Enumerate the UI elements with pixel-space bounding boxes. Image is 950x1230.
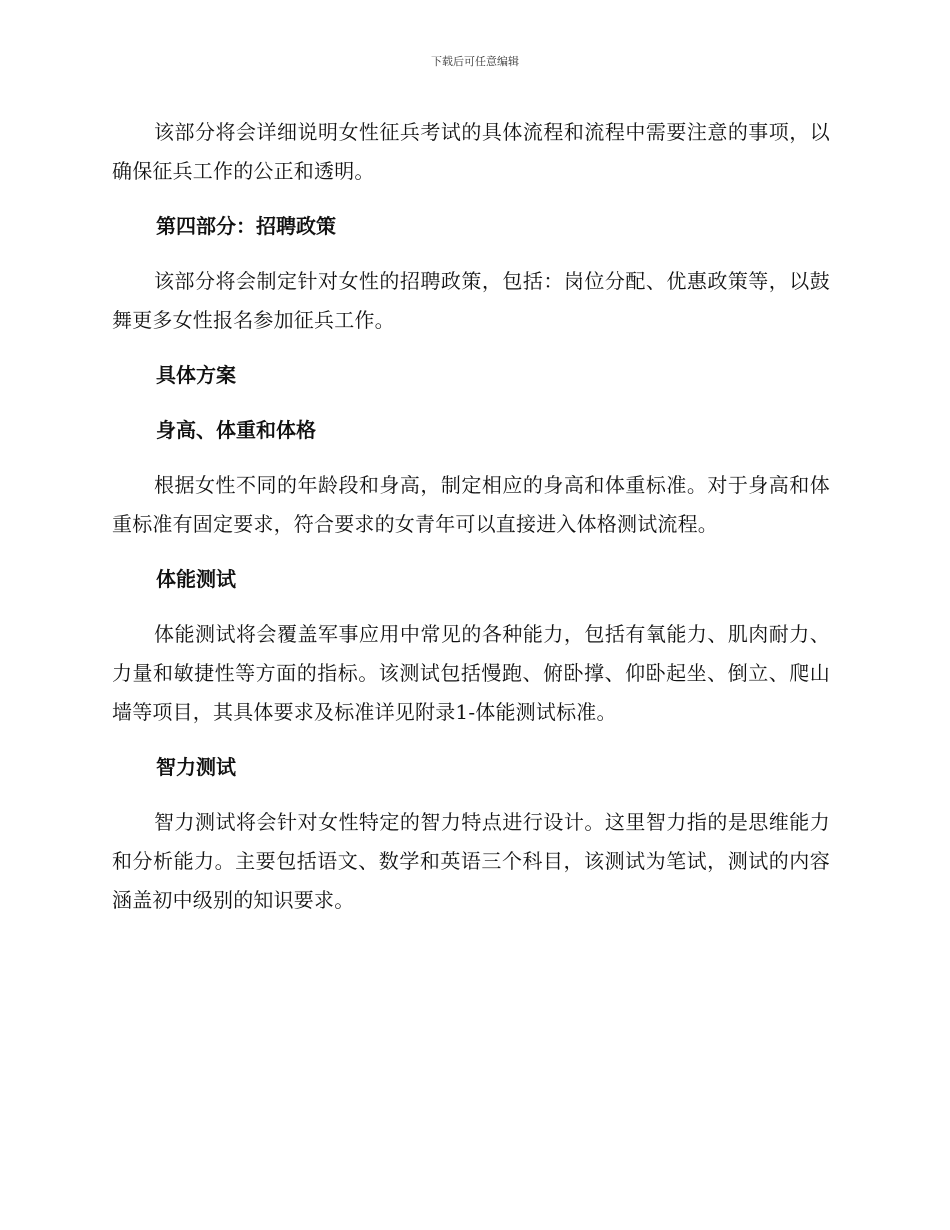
document-body bbox=[112, 113, 830, 920]
paragraph-height-weight: 根据女性不同的年龄段和身高，制定相应的身高和体重标准。对于身高和体重标准有固定要求，符合要求的女青年可以直接进入体格测试流程。 bbox=[112, 473, 830, 536]
heading-intelligence-test: 智力测试 bbox=[156, 755, 236, 779]
heading-height-weight: 身高、体重和体格 bbox=[156, 418, 316, 442]
paragraph-fitness-test: 体能测试将会覆盖军事应用中常见的各种能力，包括有氧能力、肌肉耐力、力量和敏捷性等方面的指标。该测试包括慢跑、俯卧撑、仰卧起坐、倒立、爬山墙等项目，其具体要求及标准详见附录1-体能测试标准。 bbox=[112, 622, 830, 724]
page-header: 下载后可任意编辑 bbox=[431, 55, 519, 68]
heading-recruitment-policy: 第四部分：招聘政策 bbox=[156, 214, 336, 238]
heading-specific-plan: 具体方案 bbox=[156, 363, 236, 387]
paragraph-process: 该部分将会详细说明女性征兵考试的具体流程和流程中需要注意的事项，以确保征兵工作的公正和透明。 bbox=[112, 120, 830, 183]
paragraph-intelligence-test: 智力测试将会针对女性特定的智力特点进行设计。这里智力指的是思维能力和分析能力。主要包括语文、数学和英语三个科目，该测试为笔试，测试的内容涵盖初中级别的知识要求。 bbox=[112, 810, 830, 912]
heading-fitness-test: 体能测试 bbox=[156, 567, 236, 591]
paragraph-recruitment-policy: 该部分将会制定针对女性的招聘政策，包括：岗位分配、优惠政策等，以鼓舞更多女性报名参加征兵工作。 bbox=[112, 269, 830, 332]
